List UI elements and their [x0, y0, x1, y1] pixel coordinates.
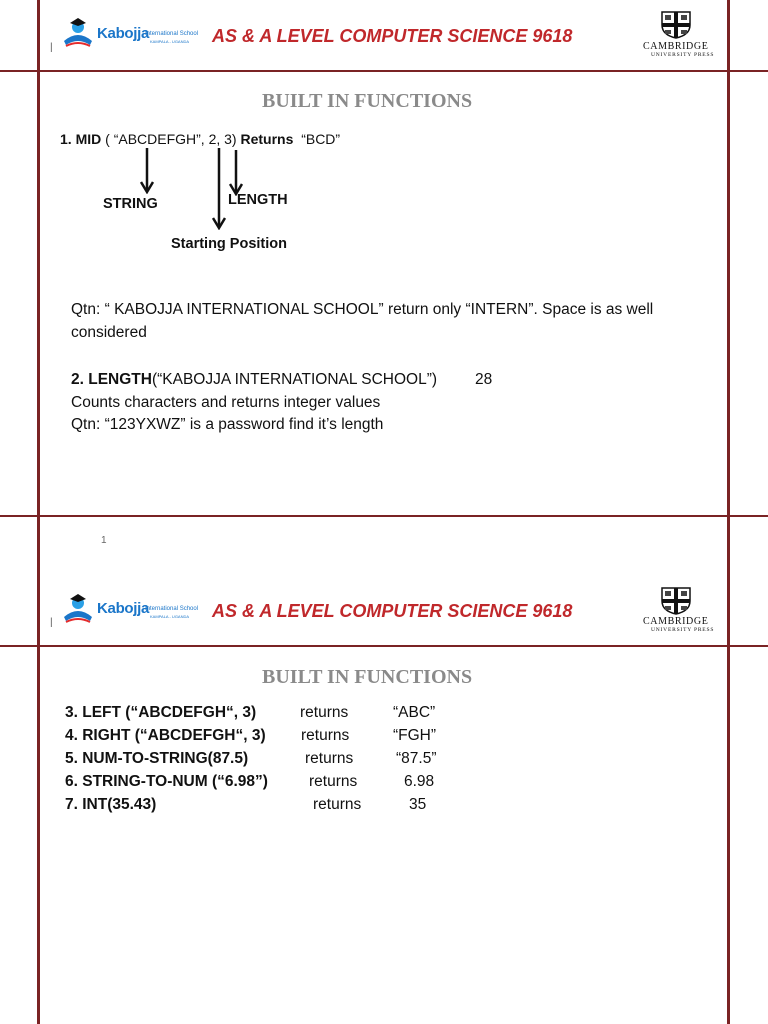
- logo-school-name: Kabojja: [97, 25, 150, 42]
- function-call: 5. NUM-TO-STRING(87.5): [65, 750, 249, 767]
- returns-label: returns: [300, 704, 349, 721]
- course-title: AS & A LEVEL COMPUTER SCIENCE 9618: [212, 26, 573, 46]
- mid-returns-label: Returns: [240, 131, 294, 147]
- mid-result: “BCD”: [301, 131, 341, 147]
- header-divider-2: [0, 645, 768, 647]
- question-1-line-2: considered: [71, 324, 147, 341]
- logo-school-location: KAMPALA - UGANDA: [150, 614, 190, 619]
- slide-title: BUILT IN FUNCTIONS: [262, 90, 473, 112]
- slide-divider: [0, 515, 768, 517]
- publisher-name: CAMBRIDGE: [643, 41, 709, 52]
- kabojja-logo-icon: [60, 15, 96, 54]
- returns-label: returns: [309, 773, 358, 790]
- length-function-line: [71, 371, 437, 389]
- question-1-line-1: Qtn: “ KABOJJA INTERNATIONAL SCHOOL” return only “INTERN”. Space is as well: [71, 301, 654, 318]
- logo-school-name: Kabojja: [97, 600, 150, 617]
- returns-label: returns: [313, 796, 362, 813]
- slide-title: BUILT IN FUNCTIONS: [262, 666, 473, 688]
- length-result: 28: [475, 371, 493, 388]
- header-divider-1: [0, 70, 768, 72]
- publisher-sub: UNIVERSITY PRESS: [651, 627, 715, 633]
- function-result: 6.98: [404, 773, 435, 790]
- label-string: STRING: [103, 196, 158, 212]
- returns-label: returns: [305, 750, 354, 767]
- down-arrow-icon: [229, 150, 243, 196]
- logo-school-location: KAMPALA - UGANDA: [150, 39, 190, 44]
- course-title: AS & A LEVEL COMPUTER SCIENCE 9618: [212, 601, 573, 621]
- page-number: 1: [101, 535, 107, 546]
- logo-school-subtitle: International School: [145, 31, 199, 37]
- mid-keyword: MID: [75, 131, 102, 147]
- function-call: 3. LEFT (“ABCDEFGH“, 3): [65, 704, 257, 721]
- label-length: LENGTH: [228, 192, 288, 208]
- down-arrow-icon: [140, 148, 154, 194]
- length-args: (“KABOJJA INTERNATIONAL SCHOOL”): [151, 371, 438, 388]
- publisher-sub: UNIVERSITY PRESS: [651, 52, 715, 58]
- function-result: “FGH”: [393, 727, 437, 744]
- function-call: 7. INT(35.43): [65, 796, 157, 813]
- header-tick: |: [50, 42, 53, 53]
- function-call: 4. RIGHT (“ABCDEFGH“, 3): [65, 727, 266, 744]
- header-tick: |: [50, 617, 53, 628]
- function-result: 35: [409, 796, 427, 813]
- mid-args: ( “ABCDEFGH”, 2, 3): [105, 131, 237, 147]
- label-starting-position: Starting Position: [171, 236, 287, 252]
- function-result: “ABC”: [393, 704, 436, 721]
- left-border-line: [37, 0, 40, 1024]
- mid-number: 1.: [60, 131, 72, 147]
- logo-school-subtitle: International School: [145, 606, 199, 612]
- publisher-name: CAMBRIDGE: [643, 616, 709, 627]
- right-border-line: [727, 0, 730, 1024]
- cambridge-crest-icon: [660, 11, 692, 44]
- down-arrow-icon: [212, 148, 226, 230]
- question-2: Qtn: “123YXWZ” is a password find it’s length: [71, 416, 384, 433]
- length-description: Counts characters and returns integer values: [71, 394, 381, 411]
- returns-label: returns: [301, 727, 350, 744]
- function-call: 6. STRING-TO-NUM (“6.98”): [65, 773, 268, 790]
- function-result: “87.5”: [396, 750, 437, 767]
- kabojja-logo-icon: [60, 591, 96, 630]
- mid-function-line: [60, 131, 340, 147]
- length-keyword: 2. LENGTH: [71, 371, 152, 388]
